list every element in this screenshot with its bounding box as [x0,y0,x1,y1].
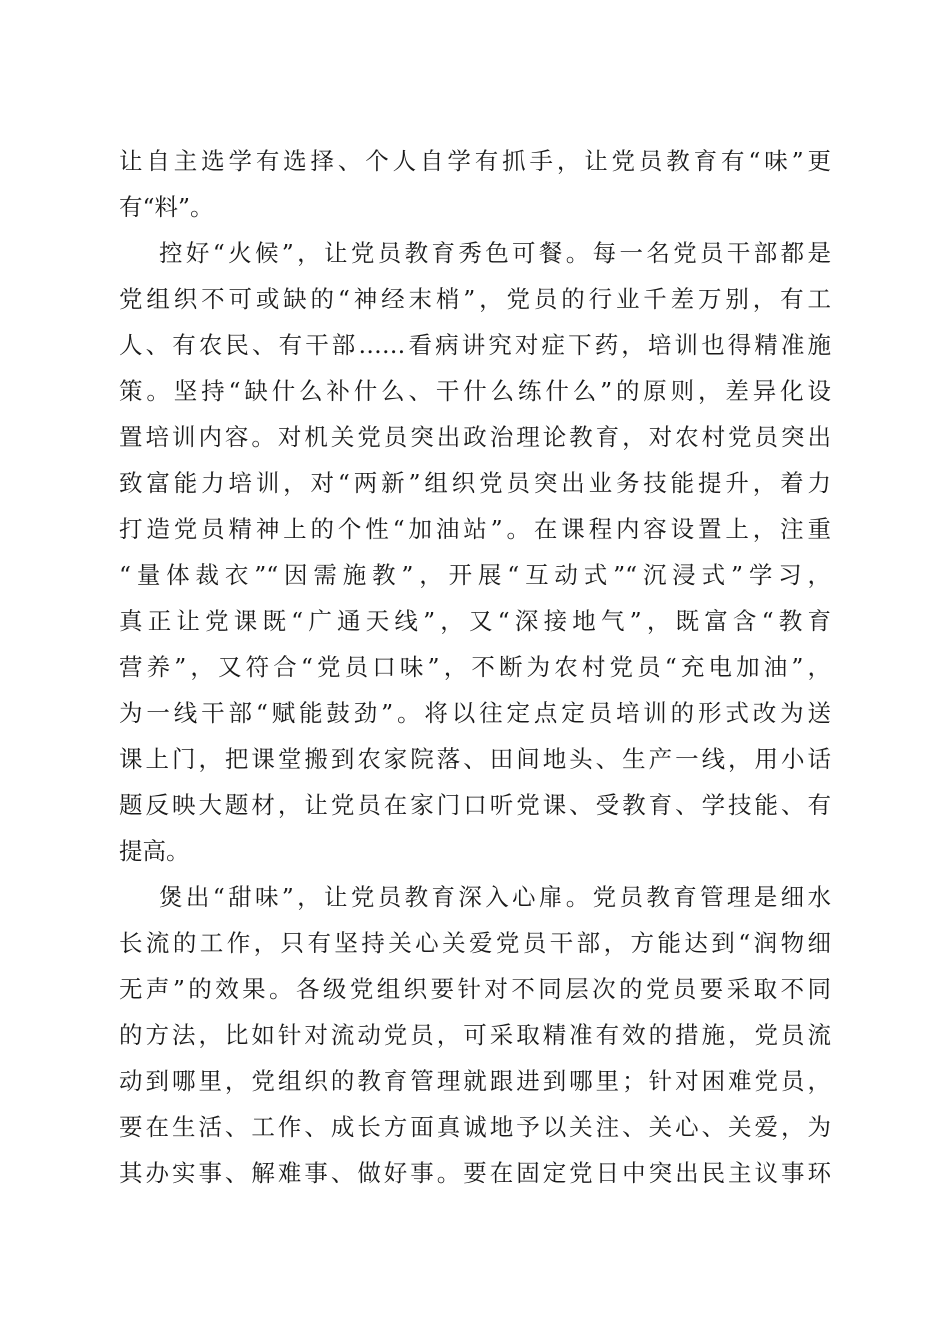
text-line: 长流的工作，只有坚持关心关爱党员干部，方能达到“润物细 [119,929,831,957]
text-line: 打造党员精神上的个性“加油站”。在课程内容设置上，注重 [119,515,831,543]
text-line: 要在生活、工作、成长方面真诚地予以关注、关心、关爱，为 [119,1113,831,1141]
text-line: 策。坚持“缺什么补什么、干什么练什么”的原则，差异化设 [119,377,831,405]
text-line: 真正让党课既“广通天线”，又“深接地气”，既富含“教育 [119,607,831,635]
text-line: 置培训内容。对机关党员突出政治理论教育，对农村党员突出 [119,423,831,451]
text-line: 有“料”。 [119,193,214,221]
text-line: 人、有农民、有干部……看病讲究对症下药，培训也得精准施 [119,331,831,359]
text-line: 课上门，把课堂搬到农家院落、田间地头、生产一线，用小话 [119,745,831,773]
text-line: “量体裁衣”“因需施教”，开展“互动式”“沉浸式”学习， [119,561,831,589]
text-line: 无声”的效果。各级党组织要针对不同层次的党员要采取不同 [119,975,831,1003]
text-line: 的方法，比如针对流动党员，可采取精准有效的措施，党员流 [119,1021,831,1049]
text-line: 其办实事、解难事、做好事。要在固定党日中突出民主议事环 [119,1159,831,1187]
text-line: 致富能力培训，对“两新”组织党员突出业务技能提升，着力 [119,469,831,497]
text-line: 题反映大题材，让党员在家门口听党课、受教育、学技能、有 [119,791,831,819]
text-line: 让自主选学有选择、个人自学有抓手，让党员教育有“味”更 [119,147,831,175]
paragraph-first-line: 煲出“甜味”，让党员教育深入心扉。党员教育管理是细水 [159,883,831,911]
body-text [119,138,831,1196]
text-line: 提高。 [119,837,190,865]
text-line: 党组织不可或缺的“神经末梢”，党员的行业千差万别，有工 [119,285,831,313]
text-line: 营养”，又符合“党员口味”，不断为农村党员“充电加油”， [119,653,831,681]
paragraph-first-line: 控好“火候”，让党员教育秀色可餐。每一名党员干部都是 [159,239,831,267]
text-line: 为一线干部“赋能鼓劲”。将以往定点定员培训的形式改为送 [119,699,831,727]
text-line: 动到哪里，党组织的教育管理就跟进到哪里；针对困难党员， [119,1067,831,1095]
